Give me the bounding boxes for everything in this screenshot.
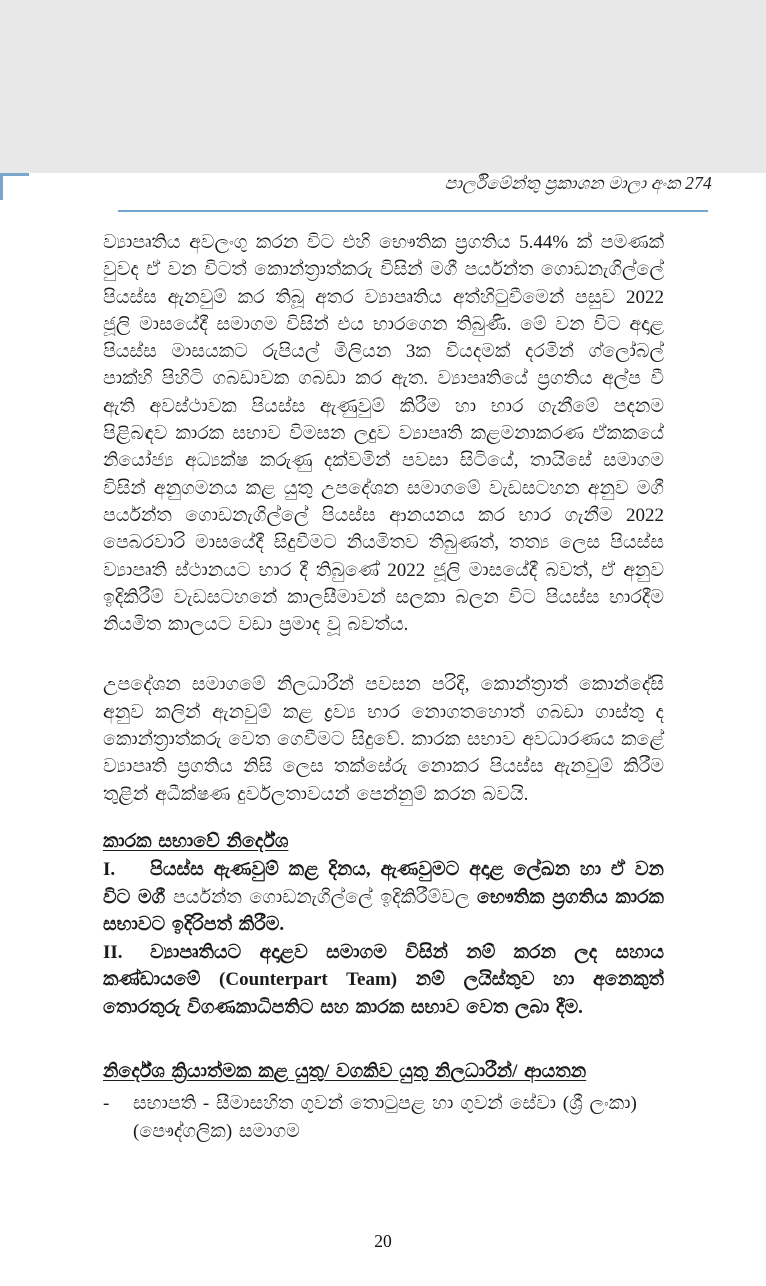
recommendation-1-text-segment: පියස්ස ඇණවුම් කළ දිනය, ඇණවුමට අදාළ ලේඛන හා ඒ වන විට මගී [103, 859, 664, 908]
recommendations-heading: කාරක සභාවේ නිර්දේශ [103, 830, 289, 852]
paragraph-project-progress: ව්‍යාපෘතිය අවලංගු කරන විට එහි භෞතික ප්‍රගතිය 5.44% ක් පමණක් වුවද ඒ වන විටත් කොන්ත්‍රාත්කරු විසින් මගී පර්යන්ත ගොඩනැගිල්ලේ පියස්ස ඇනවුම් කර තිබූ අතර ව්‍යාපෘතිය අත්හිටුවීමෙන් පසුව 2022 ජූලි මාසයේදී සමාගම විසින් එය භාරගෙන තිබුණි. මේ වන විට අදාළ පියස්ස මාසයකට රුපියල් මිලියන 3ක වියදමක් දරමින් ග්ලෝබල් පාක්හි පිහිටි ගබඩාවක ගබඩා කර ඇත. ව්‍යාපෘතියේ ප්‍රගතිය අල්ප වී ඇති අවස්ථාවක පියස්ස ඇණුවුම් කිරීම හා භාර ගැනීමේ පදනම පිළිබඳව කාරක සභාව විමසන ලදුව ව්‍යාපෘති කළමනාකරණ ඒකකයේ නියෝජ්‍ය අධ්‍යක්ෂ කරුණු දක්වමින් පවසා සිටියේ, තායිසේ සමාගම විසින් අනුගමනය කළ යුතු උපදේශන සමාගමේ වැඩසටහන අනුව මගී පර්යන්ත ගොඩනැගිල්ලේ පියස්ස ආනයනය කර භාර ගැනීම 2022 පෙබරවාරි මාසයේදී සිදුවීමට නියමිතව තිබුණත්, තත්‍ය ලෙස පියස්ස ව්‍යාපෘති ස්ථානයට භාර දී තිබුණේ 2022 ජූලි මාසයේදී බවත්, ඒ අනුව ඉදිකිරීම් වැඩසටහනේ කාලසීමාවන් සලකා බලන විට පියස්ස භාරදීම නියමිත කාලයට වඩා ප්‍රමාද වූ බවත්ය. [103, 232, 664, 636]
dash-bullet: - [103, 1093, 110, 1115]
recommendation-item-1 [103, 856, 664, 938]
responsible-parties-heading: නිර්දේශ ක්‍රියාත්මක කළ යුතු/ වගකිව යුතු නිලධාරීන්/ ආයතන [103, 1061, 587, 1083]
recommendation-1-text-segment: පර්යන්ත ගොඩනැගිල්ලේ ඉදිකිරීම්වල [172, 886, 477, 908]
header-series-title: පාර්ලිමේන්තු ප්‍රකාශන මාලා අංක 274 [444, 173, 712, 193]
recommendation-2-text: ව්‍යාපෘතියට අදාළව සමාගම විසින් නම් කරන ලද සහාය කණ්ඩායමේ (Counterpart Team) නම් ලයිස්තුව හා අනෙකුත් තොරතුරු විගණකාධිපතිට සහ කාරක සභාව වෙත ලබා දීම. [103, 942, 664, 1018]
recommendation-1-numeral: I. [103, 859, 116, 881]
document-page [0, 173, 766, 1286]
header-rule [118, 210, 708, 212]
recommendation-2-numeral: II. [103, 942, 123, 964]
responsible-party-text: සභාපති - සීමාසහිත ගුවන් තොටුපළ හා ගුවන් සේවා (ශ්‍රී ලංකා) (පෞද්ගලික) සමාගම [133, 1093, 637, 1142]
page-number: 20 [374, 1231, 392, 1251]
paragraph-consultant-statement: උපදේශන සමාගමේ නිලධාරීන් පවසන පරිදි, කොන්ත්‍රාත් කොන්දේසි අනුව කලින් ඇනවුම් කළ ද්‍රව්‍ය භාර නොගතහොත් ගබඩා ගාස්තු ද කොන්ත්‍රාත්කරු වෙත ගෙවීමට සිදුවේ. කාරක සභාව අවධාරණය කළේ ව්‍යාපෘති ප්‍රගතිය නිසි ලෙස තක්සේරු නොකර පියස්ස ඇනවුම් කිරීම තුළින් අධීක්ෂණ දුර්වලතාවයන් පෙන්නුම් කරන බවයි. [103, 674, 664, 805]
responsible-party-item [103, 1090, 664, 1145]
recommendation-1-text-segment: භෞතික ප්‍රගතිය කාරක සභාවට ඉදිරිපත් කිරීම. [103, 886, 664, 935]
document-content [103, 229, 664, 1145]
recommendation-item-2 [103, 939, 664, 1021]
corner-crop-mark [0, 173, 29, 200]
page-header [0, 173, 712, 194]
